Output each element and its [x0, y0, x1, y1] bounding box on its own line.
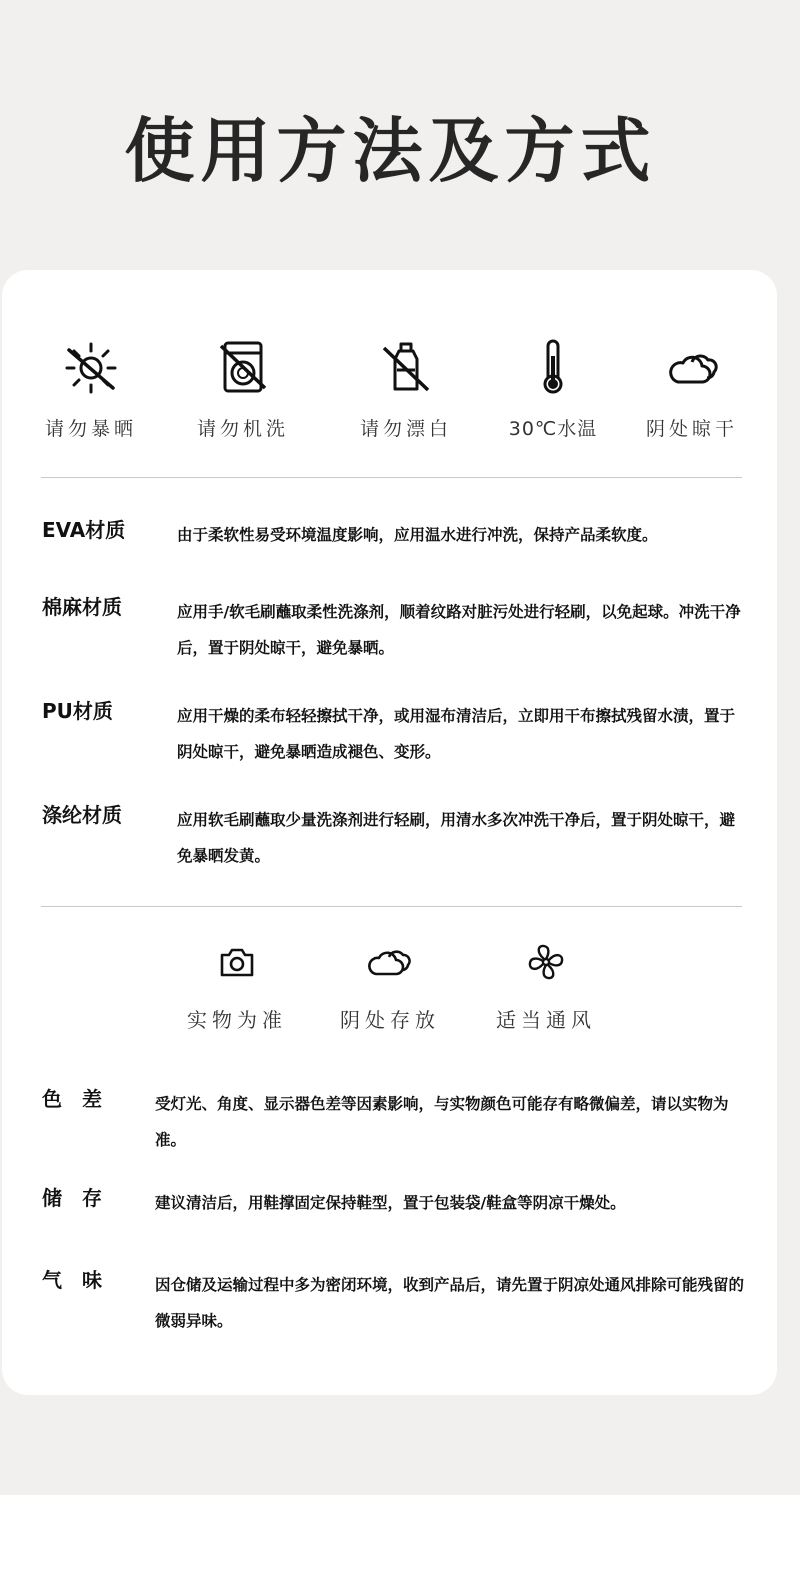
notice-label: 阴处存放	[340, 1008, 440, 1032]
material-name: 涤纶材质	[42, 803, 122, 827]
care-item-no-machine-wash	[168, 338, 318, 441]
no-sun-icon	[61, 338, 121, 398]
cloud-icon	[366, 942, 414, 982]
section-divider	[41, 477, 742, 478]
no-washing-machine-icon	[213, 338, 273, 398]
bottom-strip	[0, 1495, 800, 1577]
notice-item-ventilation	[471, 942, 621, 1033]
care-label: 请勿漂白	[359, 418, 452, 440]
care-label: 30℃水温	[508, 418, 598, 440]
notice-item-actual-product	[162, 942, 312, 1033]
note-name: 储存	[42, 1186, 122, 1210]
material-name: PU材质	[42, 699, 113, 723]
note-name: 气味	[42, 1268, 122, 1292]
care-item-water-temp	[478, 338, 628, 441]
note-text: 建议清洁后，用鞋撑固定保持鞋型，置于包装袋/鞋盒等阴凉干燥处。	[155, 1194, 626, 1212]
care-card	[2, 270, 777, 1395]
material-instructions: 应用干燥的柔布轻轻擦拭干净，或用湿布清洁后，立即用干布擦拭残留水渍，置于阴处晾干，避免暴晒造成褪色、变形。	[177, 707, 736, 761]
cloud-icon	[662, 338, 722, 398]
material-instructions: 应用手/软毛刷蘸取柔性洗涤剂，顺着纹路对脏污处进行轻刷，以免起球。冲洗干净后，置于阴处晾干，避免暴晒。	[177, 603, 741, 657]
notice-label: 适当通风	[496, 1008, 596, 1032]
section-divider	[41, 906, 742, 907]
care-label: 请勿机洗	[196, 418, 289, 440]
material-name: 棉麻材质	[42, 595, 122, 619]
care-label: 阴处晾干	[645, 418, 738, 440]
care-item-no-bleach	[331, 338, 481, 441]
fan-icon	[526, 942, 566, 982]
notice-item-shade-storage	[315, 942, 465, 1033]
care-item-no-sun	[16, 338, 166, 441]
care-item-shade-dry	[617, 338, 767, 441]
note-text: 因仓储及运输过程中多为密闭环境，收到产品后，请先置于阴凉处通风排除可能残留的微弱异味。	[155, 1276, 745, 1330]
notice-label: 实物为准	[187, 1008, 287, 1032]
no-bleach-icon	[376, 338, 436, 398]
thermometer-icon	[523, 338, 583, 398]
material-name: EVA材质	[42, 518, 126, 542]
note-name: 色差	[42, 1087, 122, 1111]
page-title: 使用方法及方式	[124, 110, 657, 192]
camera-icon	[217, 942, 257, 982]
material-instructions: 应用软毛刷蘸取少量洗涤剂进行轻刷，用清水多次冲洗干净后，置于阴处晾干，避免暴晒发黄。	[177, 811, 736, 865]
note-text: 受灯光、角度、显示器色差等因素影响，与实物颜色可能存有略微偏差，请以实物为准。	[155, 1095, 729, 1149]
care-label: 请勿暴晒	[44, 418, 137, 440]
notice-icon-row	[2, 942, 777, 1052]
care-icon-row	[2, 338, 777, 448]
material-instructions: 由于柔软性易受环境温度影响，应用温水进行冲洗，保持产品柔软度。	[177, 526, 658, 544]
